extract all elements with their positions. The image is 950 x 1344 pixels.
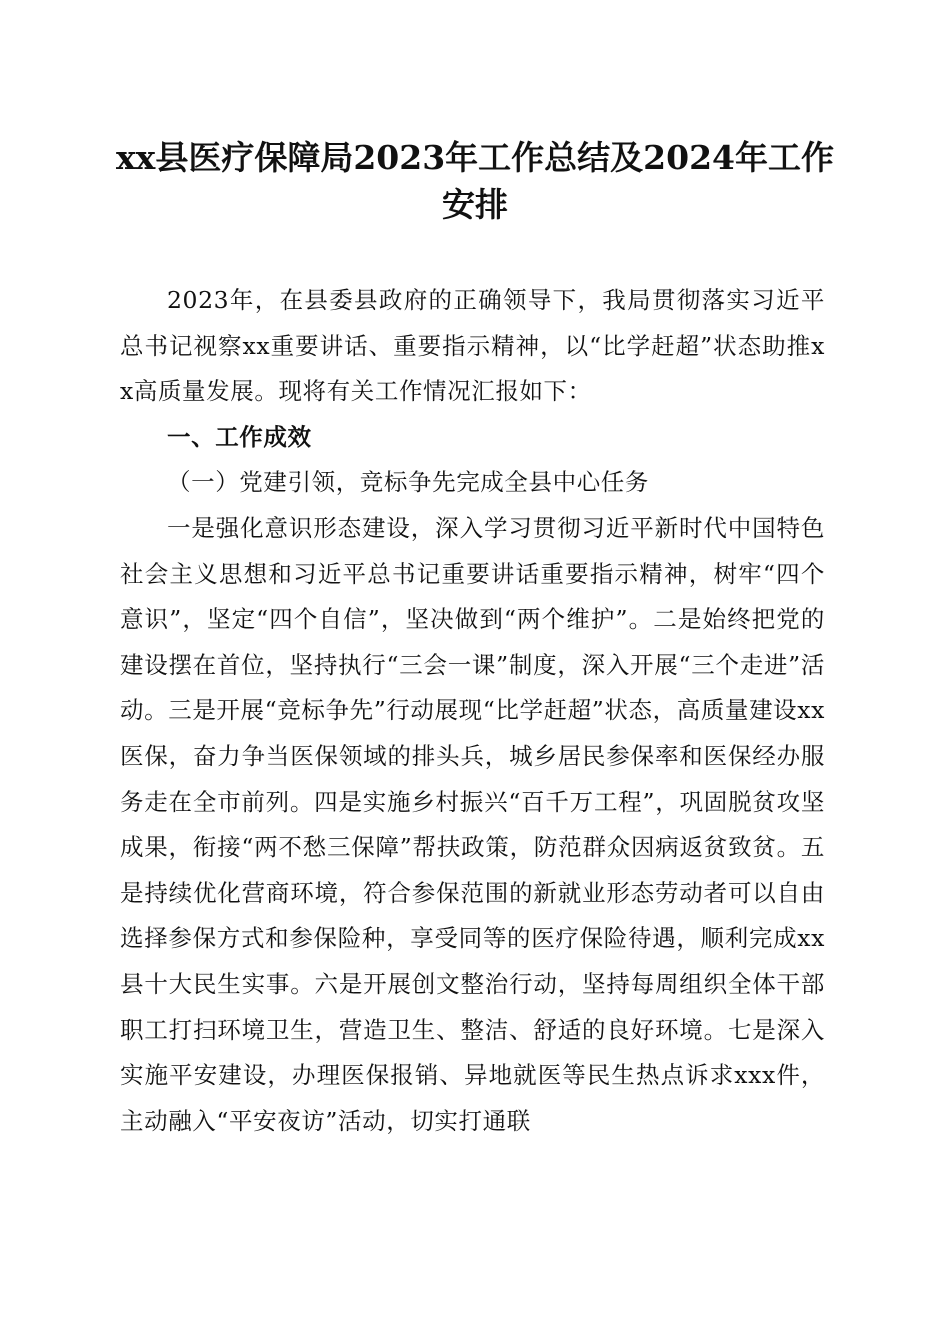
subsection-heading: （一）党建引领，竞标争先完成全县中心任务: [167, 468, 649, 497]
subsection-body-paragraph: 一是强化意识形态建设，深入学习贯彻习近平新时代中国特色社会主义思想和习近平总书记重要讲话重要指示精神，树牢“四个意识”，坚定“四个自信”，坚决做到“两个维护”。二是始终把党的建设摆在首位，坚持执行“三会一课”制度，深入开展“三个走进”活动。三是开展“竞标争先”行动展现“比学赶超”状态，高质量建设xx医保，奋力争当医保领域的排头兵，城乡居民参保率和医保经办服务走在全市前列。四是实施乡村振兴“百千万工程”，巩固脱贫攻坚成果，衔接“两不愁三保障”帮扶政策，防范群众因病返贫致贫。五是持续优化营商环境，符合参保范围的新就业形态劳动者可以自由选择参保方式和参保险种，享受同等的医疗保险待遇，顺利完成xx县十大民生实事。六是开展创文整治行动，坚持每周组织全体干部职工打扫环境卫生，营造卫生、整洁、舒适的良好环境。七是深入实施平安建设，办理医保报销、异地就医等民生热点诉求xxx件，主动融入“平安夜访”活动，切实打通联: [120, 513, 825, 1135]
intro-paragraph: 2023年，在县委县政府的正确领导下，我局贯彻落实习近平总书记视察xx重要讲话、重要指示精神，以“比学赶超”状态助推xx高质量发展。现将有关工作情况汇报如下：: [120, 286, 825, 406]
section-heading: 一、工作成效: [167, 422, 312, 451]
document-body: [120, 278, 825, 1144]
document-title: xx县医疗保障局2023年工作总结及2024年工作安排: [115, 138, 835, 224]
